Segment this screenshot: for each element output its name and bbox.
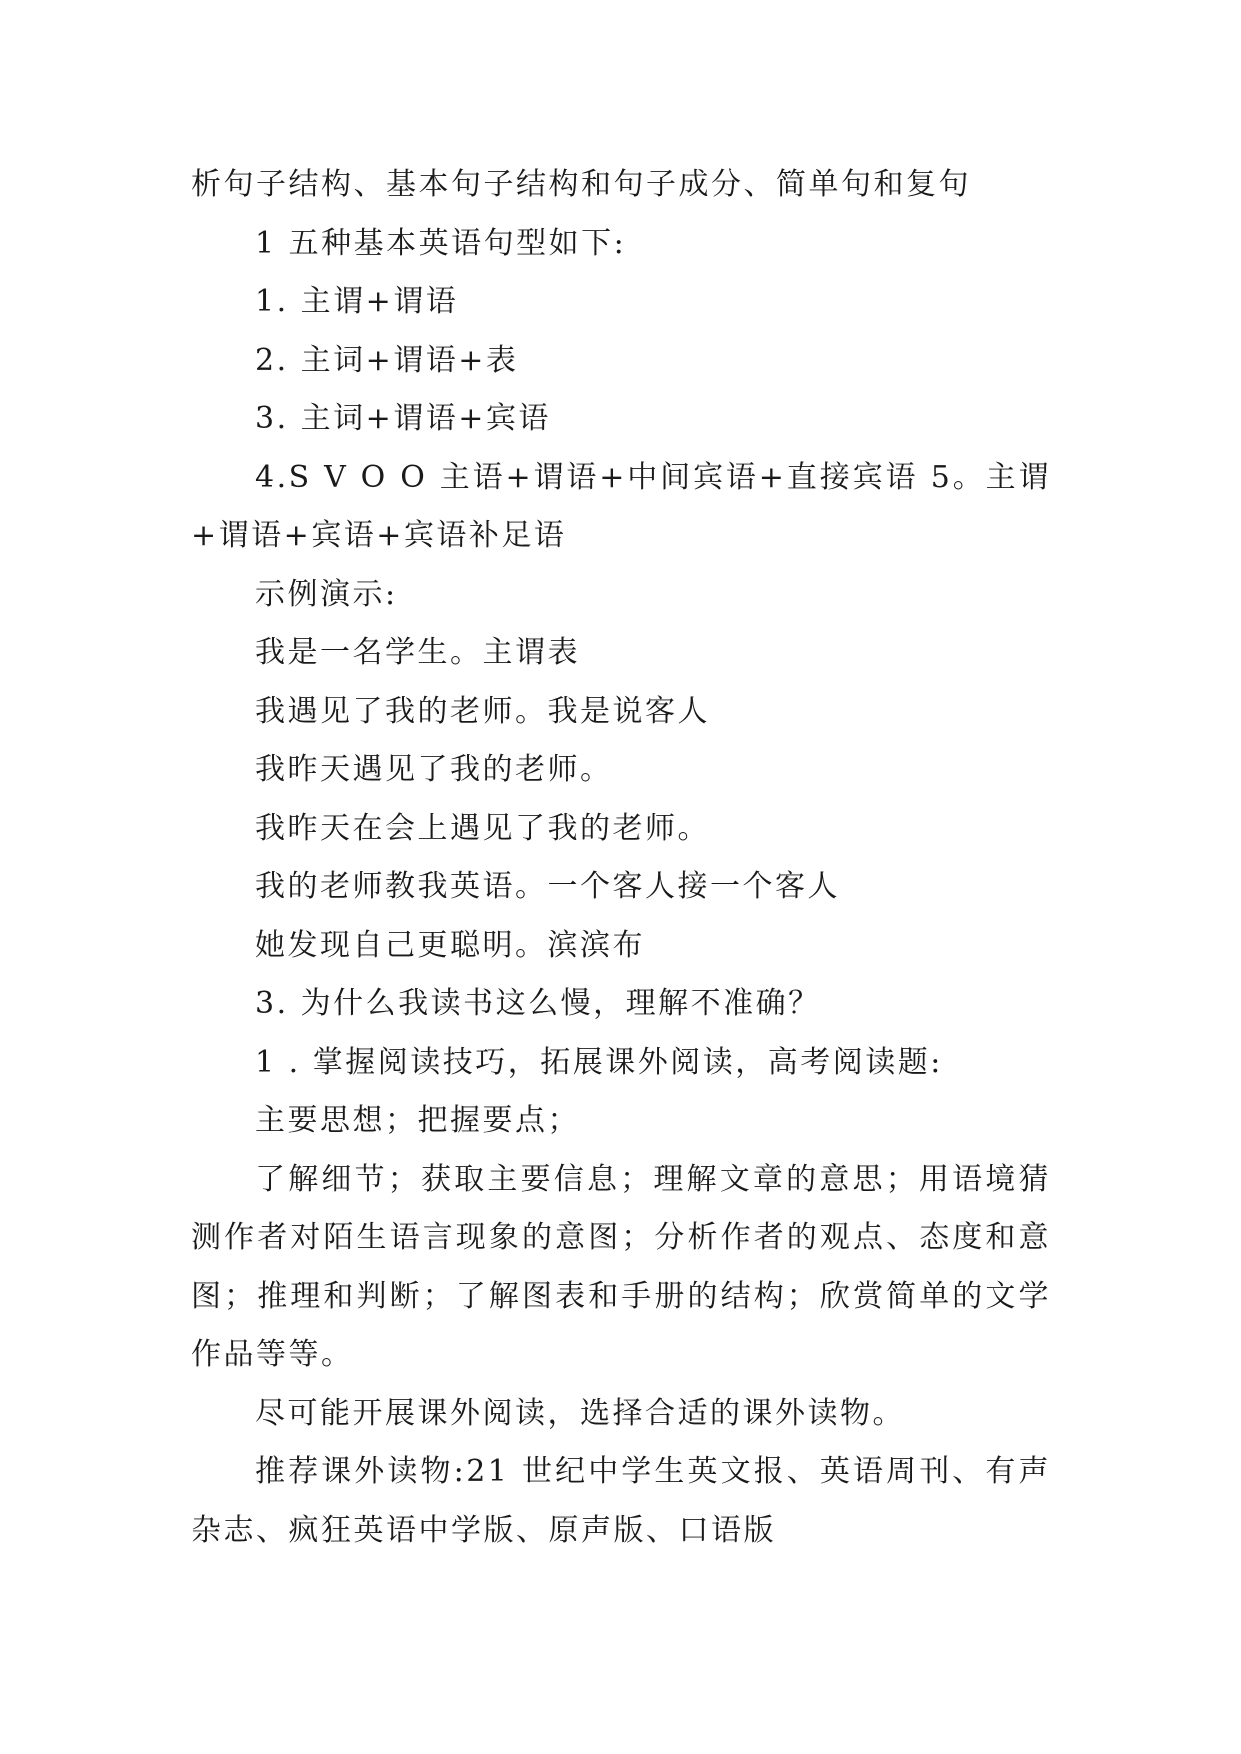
paragraph-6: 4.S V O O 主语+谓语+中间宾语+直接宾语 5。主谓+谓语+宾语+宾语补足语 [191, 459, 1051, 553]
paragraph-2: 1 五种基本英语句型如下: [255, 225, 627, 261]
paragraph-10: 我昨天遇见了我的老师。 [255, 752, 613, 787]
paragraph-14: 3. 为什么我读书这么慢，理解不准确？ [255, 986, 821, 1021]
paragraph-3: 1. 主谓+谓语 [255, 284, 459, 319]
paragraph-16: 主要思想；把握要点； [255, 1103, 580, 1138]
paragraph-18: 尽可能开展课外阅读，选择合适的课外读物。 [255, 1395, 905, 1431]
paragraph-15: 1 . 掌握阅读技巧，拓展课外阅读，高考阅读题: [255, 1044, 943, 1080]
document-body [191, 156, 1051, 1560]
paragraph-19: 推荐课外读物:21 世纪中学生英文报、英语周刊、有声杂志、疯狂英语中学版、原声版、口语版 [191, 1454, 1051, 1548]
paragraph-11: 我昨天在会上遇见了我的老师。 [255, 810, 710, 846]
paragraph-12: 我的老师教我英语。一个客人接一个客人 [255, 869, 840, 904]
paragraph-5: 3. 主词+谓语+宾语 [255, 401, 551, 436]
paragraph-8: 我是一名学生。主谓表 [255, 635, 580, 670]
paragraph-17: 了解细节；获取主要信息；理解文章的意思；用语境猜测作者对陌生语言现象的意图；分析作者的观点、态度和意图；推理和判断；了解图表和手册的结构；欣赏简单的文学作品等等。 [191, 1161, 1051, 1372]
paragraph-4: 2. 主词+谓语+表 [255, 342, 519, 378]
paragraph-7: 示例演示: [255, 576, 398, 612]
paragraph-9: 我遇见了我的老师。我是说客人 [255, 693, 710, 729]
paragraph-1: 析句子结构、基本句子结构和句子成分、简单句和复句 [191, 167, 971, 202]
paragraph-13: 她发现自己更聪明。滨滨布 [255, 927, 645, 963]
